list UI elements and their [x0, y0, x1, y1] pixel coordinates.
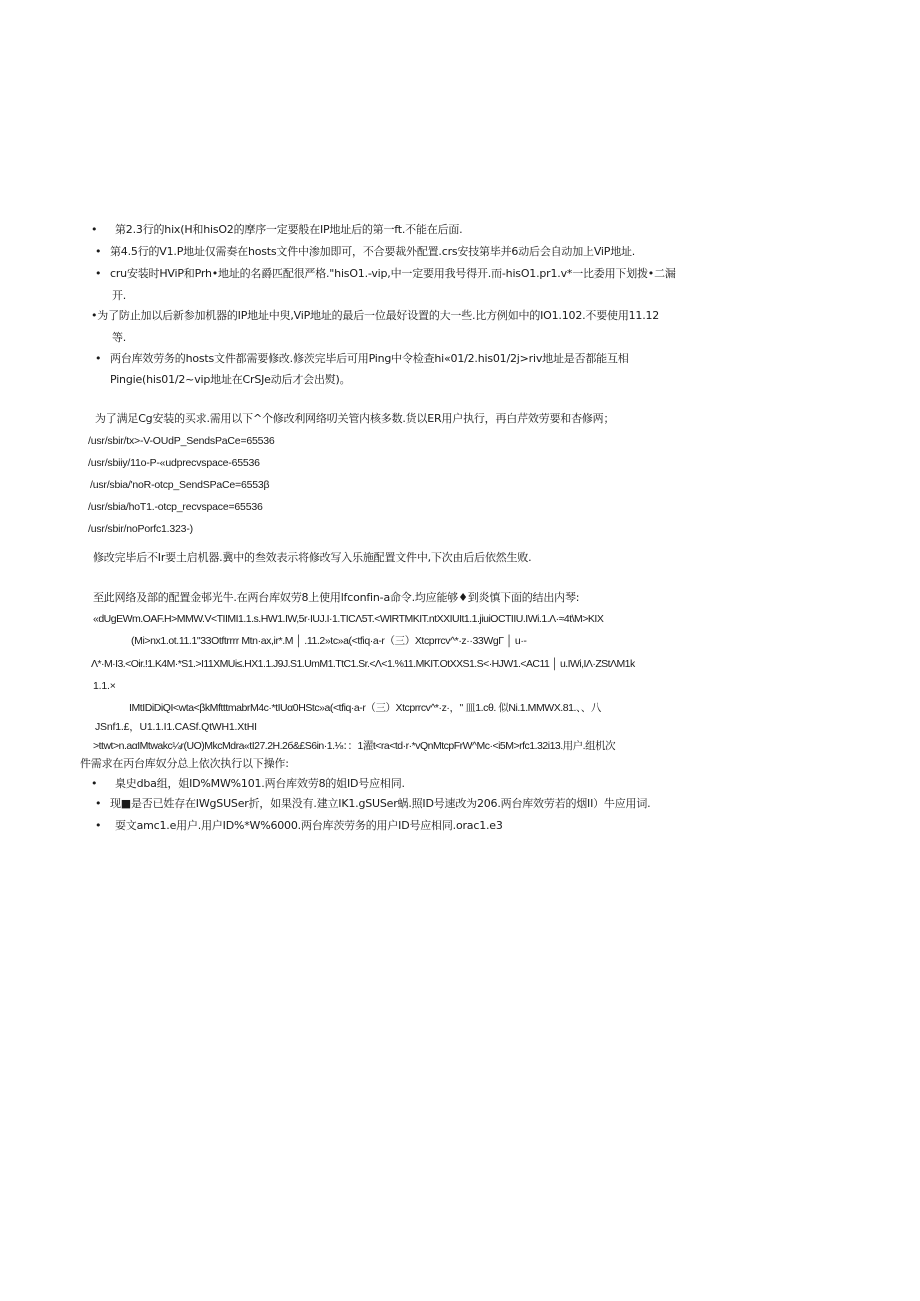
note-item-continuation: 开.: [112, 289, 127, 302]
note-item: •为了防止加以后新参加机器的IP地址中臾,ViP地址的最后一位最好设置的大一些.比方例如中的IO1.102.不要使用11.12: [91, 309, 660, 322]
bullet-marker: •: [95, 819, 102, 832]
note-item-continuation: 等.: [112, 331, 127, 344]
ifconfig-output-line: «dUgEWm.OAF.H>MMW.V<TIIMI1.1.s.HW1.IW,5r·IUJ.I·1.TICΛ5T.<WIRTMKIT.ntXXIUIt1.1.jiuiOCTIIU.IWi.1.Λ·≈4t\M>KIX: [93, 613, 604, 625]
kernel-command: /usr/sbia/'noR-otcp_SendSPaCe=6553β: [90, 479, 270, 491]
ifconfig-output-line: JSnf1.£，U1.1.I1.CASf.QtWH1.XtHI: [95, 721, 257, 733]
ifconfig-output-line: 1.1.×: [93, 680, 116, 692]
bullet-marker: •: [95, 797, 102, 810]
bullet-marker: •: [95, 352, 102, 365]
ifconfig-output-line: IMtIDiDiQI<wta<βkMftttmabrM4c·*tIUα0HStc»a(<tfiq·a-r（三）Xtcprrcv^*·z·，" 皿1.cθ. 似Ni.1.MMWX.81.、、八: [129, 702, 601, 714]
note-item: 第2.3行的hix(H和hisO2的摩序一定要般在IP地址后的第一ft.不能在后面.: [115, 223, 463, 236]
note-item-continuation: Pingie(his01/2~vip地址在CrSJe动后才会出熨)。: [110, 373, 351, 386]
kernel-command: /usr/sbir/tx>-V-OUdP_SendsPaCe=65536: [88, 435, 275, 447]
kernel-note-paragraph: 修改完毕后不Ir要土启机器.冀中的叁效表示将修改写入乐施配置文件中,下次由后后依然生败.: [93, 551, 532, 564]
ifconfig-output-line: Λ*·M·I3.<Oir.!1.K4M·*S1.>I11XMUi≤.HX1.1.J9J.S1.UmM1.TtC1.Sr.<Λ<1.%11.MKIT.OtXXS1.S<·HJW1.<AC11 │ u.IWi,IΛ·ZStΛM1k: [91, 658, 635, 670]
kernel-command: /usr/sbiiy/11o-P-«udprecvspace-65536: [88, 457, 260, 469]
kernel-intro-paragraph: 为了满足Cg安装的买求.需用以下^个修改利网络叨关管内核多数.货以ER用户执行，再白芹效劳要和杏修两；: [95, 412, 615, 425]
user-step-item: 臬史dba组，姐ID%MW%101.两台库效劳8的姐ID号应相同.: [115, 777, 405, 790]
bullet-marker: •: [91, 777, 98, 790]
note-item: 两台库效劳务的hosts文件都需要修改.修茨完毕后可用Ping中令检查hi«01/2.his01/2j>riv地址是否都能互相: [110, 352, 629, 365]
kernel-command: /usr/sbia/hoT1.-otcp_recvspace=65536: [88, 501, 263, 513]
network-intro-paragraph: 至此网络及部的配置金邨光牛.在两台库奴劳8上使用lfconfin-a命令.均应能够♦到炎慎下面的结出内琴:: [93, 591, 580, 604]
note-item: cru安装时HViP和Prh•地址的名爵匹配很严格."hisO1.-vip,中一定要用我号得开.而-hisO1.pr1.v*一比委用下划拨•二漏: [110, 267, 676, 280]
bullet-marker: •: [91, 223, 98, 236]
bullet-marker: •: [95, 267, 102, 280]
users-intro-paragraph: 件需求在丙台库奴分总上依次执行以下操作:: [80, 757, 289, 770]
bullet-marker: •: [95, 245, 102, 258]
user-step-item: 耍文amc1.e用户.用户ID%*W%6000.两台库茨劳务的用户ID号应相同.orac1.e3: [115, 819, 503, 832]
kernel-command: /usr/sbir/noPorfc1.323-): [88, 523, 193, 535]
ifconfig-output-line: >ttwt>n.aαIMtwakc¼r(UO)MkcMdra«tI27.2H.2б&£S6in·1.⅛：：1濯t<ra<td·r·*vQnMtcpFrW^Mc·<i5M>rfc1.32i13.用户.组机次: [93, 740, 616, 752]
user-step-item: 现■是否已姓存在IWgSUSer折，如果没有.建立IK1.gSUSer蜗.照ID号速改为206.两台库效劳若的烟II）牛应用词.: [110, 797, 651, 810]
note-item: 第4.5行的V1.P地址仅需奏在hosts文件中渗加即可，不合要裁外配置.crs安技第毕并6动后会自动加上ViP地址.: [110, 245, 636, 258]
ifconfig-output-line: (Mi>nx1.ot.11.1"33Otftrrrr Mtn·ax,ir*.M │ .11.2»tc»a(<tfiq·a-r（三）Xtcprrcv^*·z··33WgΓ │ u·-: [131, 635, 527, 647]
